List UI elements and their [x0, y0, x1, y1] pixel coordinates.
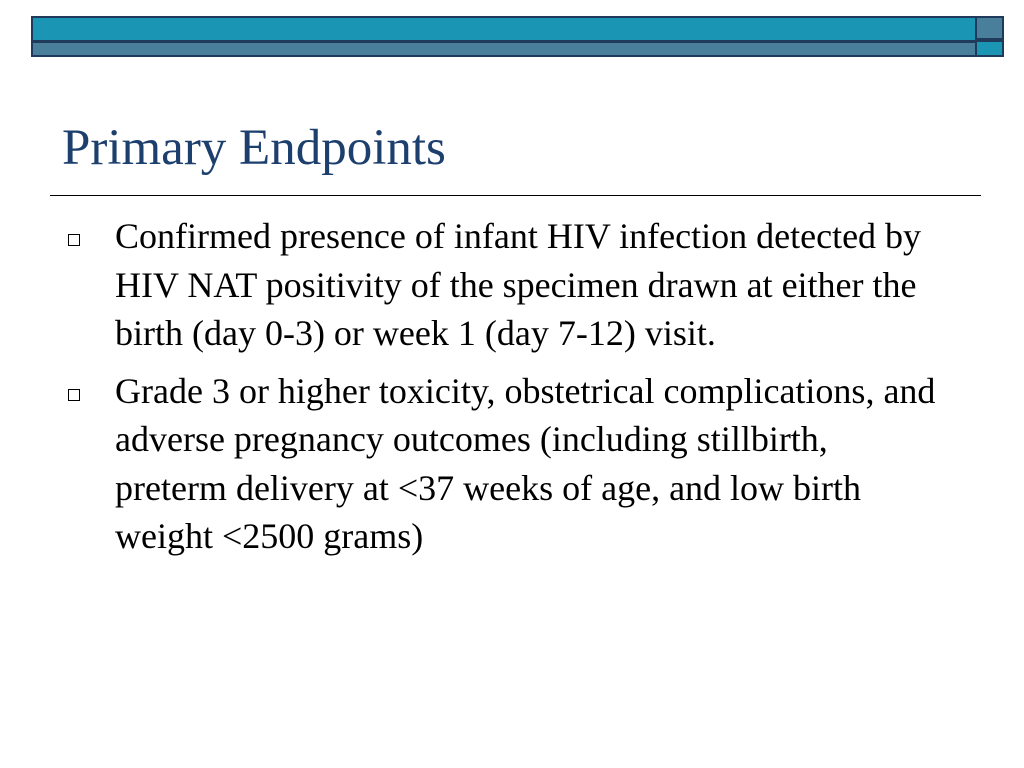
- header-corner-box-bottom: [977, 40, 1004, 57]
- header-decor-bar: [31, 16, 977, 57]
- title-divider: [50, 195, 981, 196]
- bullet-text: Grade 3 or higher toxicity, obstetrical complications, and adverse pregnancy outcomes (including stillbirth, preterm delivery at <37 weeks of age, and low birth weight <2500 grams): [115, 370, 936, 556]
- bullet-list: [62, 212, 942, 570]
- hollow-square-bullet-icon: [68, 234, 80, 246]
- slide-title: Primary Endpoints: [62, 120, 446, 176]
- bullet-item: [62, 367, 942, 561]
- hollow-square-bullet-icon: [68, 389, 80, 401]
- bullet-text: Confirmed presence of infant HIV infection detected by HIV NAT positivity of the specimen drawn at either the birth (day 0-3) or week 1 (day 7-12) visit.: [115, 216, 922, 353]
- header-corner-box-top: [977, 16, 1004, 40]
- bullet-item: [62, 212, 942, 358]
